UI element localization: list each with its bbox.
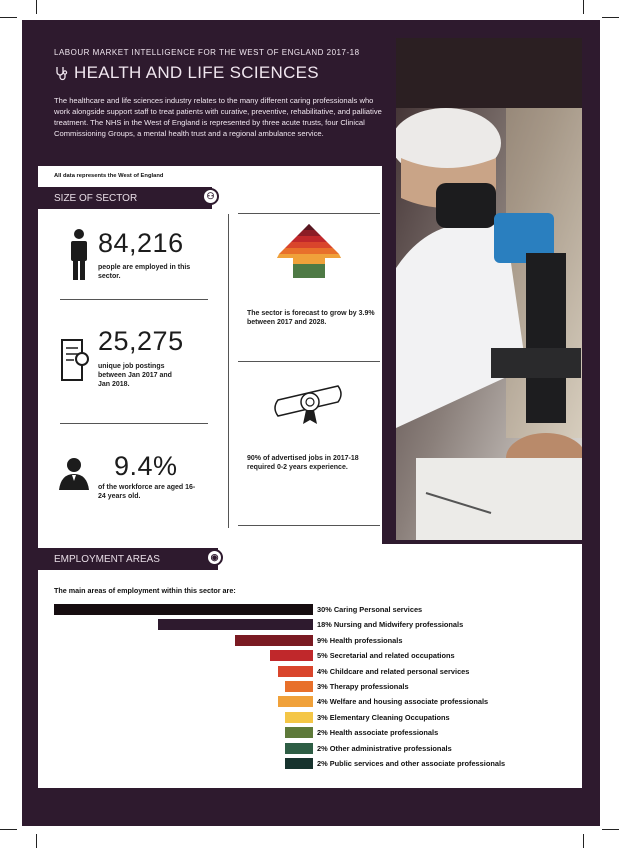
employment-bar-label: 18% Nursing and Midwifery professionals — [317, 620, 464, 630]
title-row — [54, 63, 386, 83]
employment-bar-label: 3% Therapy professionals — [317, 682, 409, 691]
employment-bar-label: 2% Health associate professionals — [317, 728, 439, 738]
column-divider — [228, 214, 229, 528]
experience-desc: 90% of advertised jobs in 2017-18 required 0-2 years experience. — [247, 455, 359, 471]
divider — [60, 299, 208, 300]
postings-desc: unique job postings between Jan 2017 and Jan 2018. — [98, 363, 172, 388]
employment-bar — [278, 696, 313, 707]
data-note: All data represents the West of England — [54, 173, 164, 179]
person-icon — [68, 228, 90, 282]
crop-mark — [36, 834, 37, 848]
stethoscope-icon — [54, 65, 70, 81]
employment-bar — [285, 727, 313, 738]
employment-bar-label: 4% Childcare and related personal services — [317, 666, 470, 676]
employment-areas-heading: EMPLOYMENT AREAS — [54, 553, 160, 565]
employment-bar — [270, 650, 313, 661]
crop-mark — [583, 834, 584, 848]
employment-areas-heading-bar — [38, 548, 218, 570]
employment-bar — [285, 743, 313, 754]
location-pin-icon: ◉ — [206, 549, 223, 566]
postings-value: 25,275 — [98, 326, 184, 356]
employment-bar-label: 4% Welfare and housing associate professionals — [317, 697, 489, 707]
employment-bar — [158, 619, 313, 630]
crop-mark — [583, 0, 584, 14]
crop-mark — [36, 0, 37, 14]
employment-bar-label: 2% Public services and other associate professionals — [317, 759, 506, 768]
employment-bar-label: 5% Secretarial and related occupations — [317, 651, 455, 661]
intro-paragraph: The healthcare and life sciences industry relates to the many different caring professionals who work alongside support staff to treat patients with curative, preventive, rehabilitative, and palliative treatment. The NHS in the West of England is represented by three acute trusts, four Clinical Commissioning Groups, a mental health trust and a regional ambulance service. — [54, 96, 382, 138]
header — [54, 48, 386, 139]
growth-badge: 3.9% — [297, 280, 321, 291]
employment-bar-label: 9% Health professionals — [317, 635, 403, 645]
crop-mark — [0, 829, 17, 830]
divider — [238, 361, 380, 362]
page-title: HEALTH AND LIFE SCIENCES — [74, 63, 319, 82]
document-icon — [60, 338, 90, 384]
employment-bar — [285, 758, 313, 769]
employment-bar — [235, 635, 313, 646]
young-desc: of the workforce are aged 16-24 years old. — [98, 484, 196, 500]
employment-intro: The main areas of employment within this sector are: — [54, 586, 236, 595]
size-of-sector-heading-bar — [38, 187, 212, 209]
employment-bar-label: 3% Elementary Cleaning Occupations — [317, 712, 450, 722]
crop-mark — [0, 17, 17, 18]
employed-value: 84,216 — [98, 228, 184, 258]
scientist-microscope-photo — [396, 38, 582, 540]
crop-mark — [602, 829, 619, 830]
size-of-sector-heading: SIZE OF SECTOR — [54, 192, 138, 204]
header-kicker: LABOUR MARKET INTELLIGENCE FOR THE WEST OF ENGLAND 2017-18 — [54, 48, 360, 57]
growth-desc: The sector is forecast to grow by 3.9% between 2017 and 2028. — [247, 310, 375, 326]
worker-icon — [56, 456, 92, 492]
certificate-scroll-icon — [270, 380, 346, 434]
employed-desc: people are employed in this sector. — [98, 264, 191, 280]
employment-bar — [285, 712, 313, 723]
employment-bar — [285, 681, 313, 692]
employment-bar-label: 2% Other administrative professionals — [317, 743, 452, 753]
young-value: 9.4% — [114, 451, 178, 481]
employment-bar — [278, 666, 313, 677]
divider — [238, 525, 380, 526]
people-icon: ⚇ — [202, 188, 219, 205]
divider — [60, 423, 208, 424]
divider — [238, 213, 380, 214]
crop-mark — [602, 17, 619, 18]
employment-bar-label: 30% Caring Personal services — [317, 605, 423, 614]
employment-bar — [54, 604, 313, 615]
